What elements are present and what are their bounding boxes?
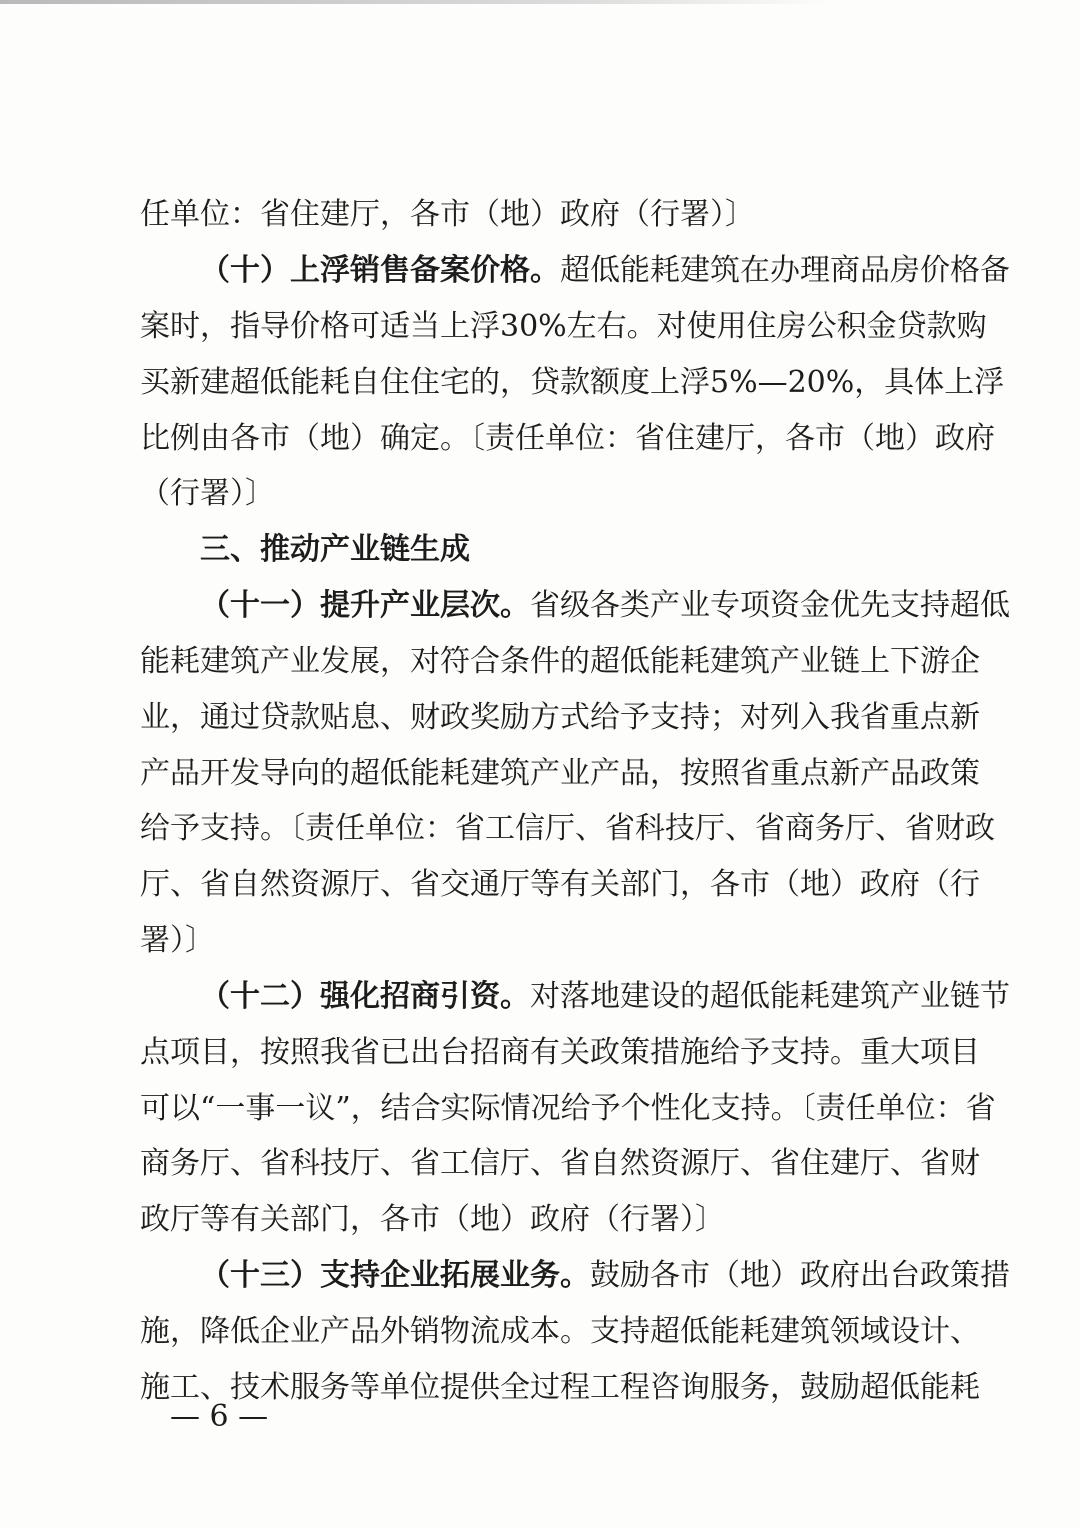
line-text: 点项目，按照我省已出台招商有关政策措施给予支持。重大项目: [140, 1035, 980, 1070]
line-text: 施工、技术服务等单位提供全过程工程咨询服务，鼓励超低能耗: [140, 1370, 980, 1405]
text-line: [140, 1144, 980, 1184]
line-text: 可以“一事一议”，结合实际情况给予个性化支持。〔责任单位：省: [140, 1091, 996, 1126]
line-text: 省级各类产业专项资金优先支持超低: [530, 588, 1010, 623]
paragraph-lead: （十）上浮销售备案价格。: [200, 253, 560, 288]
line-text: 对落地建设的超低能耗建筑产业链节: [530, 979, 1010, 1014]
line-text: 产品开发导向的超低能耗建筑产业产品，按照省重点新产品政策: [140, 756, 980, 791]
text-line: [140, 754, 980, 794]
page-number: — 6 —: [170, 1399, 269, 1434]
paragraph-13-line: [200, 1256, 1010, 1296]
text-line: [140, 809, 995, 849]
text-line: [140, 307, 987, 347]
line-text: 案时，指导价格可适当上浮30%左右。对使用住房公积金贷款购: [140, 309, 987, 344]
text-line: [140, 1033, 980, 1073]
paragraph-10-line: [200, 251, 1010, 291]
text-line: [140, 1089, 996, 1129]
line-text: （行署）〕: [140, 476, 275, 511]
line-text: 政厅等有关部门，各市（地）政府（行署）〕: [140, 1202, 725, 1237]
text-line: [140, 474, 920, 514]
line-text: 施，降低企业产品外销物流成本。支持超低能耗建筑领域设计、: [140, 1314, 980, 1349]
paragraph-11-line: [200, 586, 1010, 626]
text-line: [140, 698, 980, 738]
text-line: [140, 921, 920, 961]
line-text: 业，通过贷款贴息、财政奖励方式给予支持；对列入我省重点新: [140, 700, 980, 735]
line-text: 厅、省自然资源厅、省交通厅等有关部门，各市（地）政府（行: [140, 867, 980, 902]
text-line: [140, 865, 980, 905]
paragraph-lead: （十三）支持企业拓展业务。: [200, 1258, 590, 1293]
line-text: 超低能耗建筑在办理商品房价格备: [560, 253, 1010, 288]
line-text: 能耗建筑产业发展，对符合条件的超低能耗建筑产业链上下游企: [140, 644, 980, 679]
text-line: [140, 1312, 980, 1352]
text-line: [140, 642, 980, 682]
heading-text: 三、推动产业链生成: [200, 532, 470, 567]
line-text: 比例由各市（地）确定。〔责任单位：省住建厅，各市（地）政府: [140, 421, 995, 456]
paragraph-lead: （十二）强化招商引资。: [200, 979, 530, 1014]
line-text: 商务厅、省科技厅、省工信厅、省自然资源厅、省住建厅、省财: [140, 1146, 980, 1181]
paragraph-12-line: [200, 977, 1010, 1017]
text-line: [140, 195, 920, 235]
paragraph-lead: （十一）提升产业层次。: [200, 588, 530, 623]
line-text: 买新建超低能耗自住住宅的，贷款额度上浮5%—20%，具体上浮: [140, 365, 1005, 400]
text-line: [140, 419, 995, 459]
line-text: 任单位：省住建厅，各市（地）政府（行署）〕: [140, 197, 755, 232]
text-line: [140, 363, 1005, 403]
line-text: 署）〕: [140, 923, 215, 958]
line-text: 鼓励各市（地）政府出台政策措: [590, 1258, 1010, 1293]
line-text: 给予支持。〔责任单位：省工信厅、省科技厅、省商务厅、省财政: [140, 811, 995, 846]
section-heading: [200, 530, 920, 570]
text-line: [140, 1200, 920, 1240]
